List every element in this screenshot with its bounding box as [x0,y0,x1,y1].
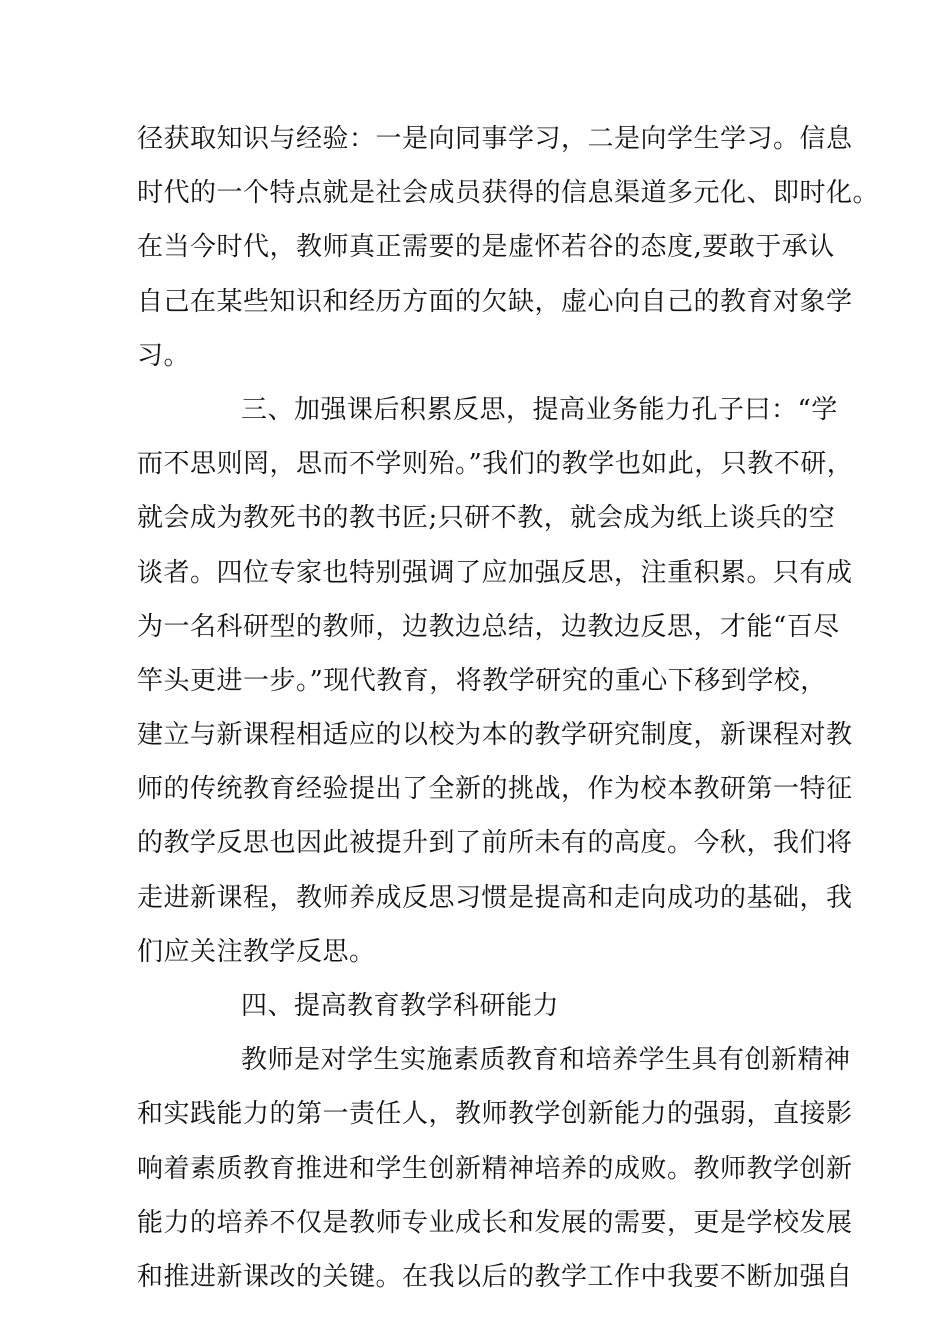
text-line: 而不思则罔，思而不学则殆。”我们的教学也如此，只教不研， [137,449,854,480]
text-line: 竿头更进一步。”现代教育，将教学研究的重心下移到学校， [137,665,827,696]
text-line: 自己在某些知识和经历方面的欠缺，虚心向自己的教育对象学 [137,286,853,317]
text-line: 就会成为教死书的教书匠;只研不教，就会成为纸上谈兵的空 [137,503,836,534]
text-line: 响着素质教育推进和学生创新精神培养的成败。教师教学创新 [137,1153,853,1184]
text-line: 走进新课程，教师养成反思习惯是提高和走向成功的基础，我 [137,882,853,913]
text-line: 时代的一个特点就是社会成员获得的信息渠道多元化、即时化。 [137,178,880,209]
text-line: 为一名科研型的教师，边教边总结，边教边反思，才能“百尽 [137,611,840,642]
body-text [137,112,880,1304]
text-line: 师的传统教育经验提出了全新的挑战，作为校本教研第一特征 [137,774,853,805]
text-line: 教师是对学生实施素质教育和培养学生具有创新精神 [241,1045,851,1076]
text-line: 径获取知识与经验：一是向同事学习，二是向学生学习。信息 [137,124,853,154]
text-line: 谈者。四位专家也特别强调了应加强反思，注重积累。只有成 [137,557,853,588]
text-line: 习。 [137,340,191,371]
text-line: 四、提高教育教学科研能力 [241,991,560,1021]
text-line: 在当今时代，教师真正需要的是虚怀若谷的态度,要敢于承认 [137,232,835,263]
text-line: 建立与新课程相适应的以校为本的教学研究制度，新课程对教 [137,720,853,751]
text-line: 们应关注教学反思。 [137,936,376,967]
text-line: 三、加强课后积累反思，提高业务能力孔子曰：“学 [241,394,838,425]
text-line: 能力的培养不仅是教师专业成长和发展的需要，更是学校发展 [137,1207,853,1238]
text-line: 和推进新课改的关键。在我以后的教学工作中我要不断加强自 [137,1261,853,1292]
text-line: 和实践能力的第一责任人，教师教学创新能力的强弱，直接影 [137,1099,853,1130]
text-line: 的教学反思也因此被提升到了前所未有的高度。今秋，我们将 [137,828,853,859]
